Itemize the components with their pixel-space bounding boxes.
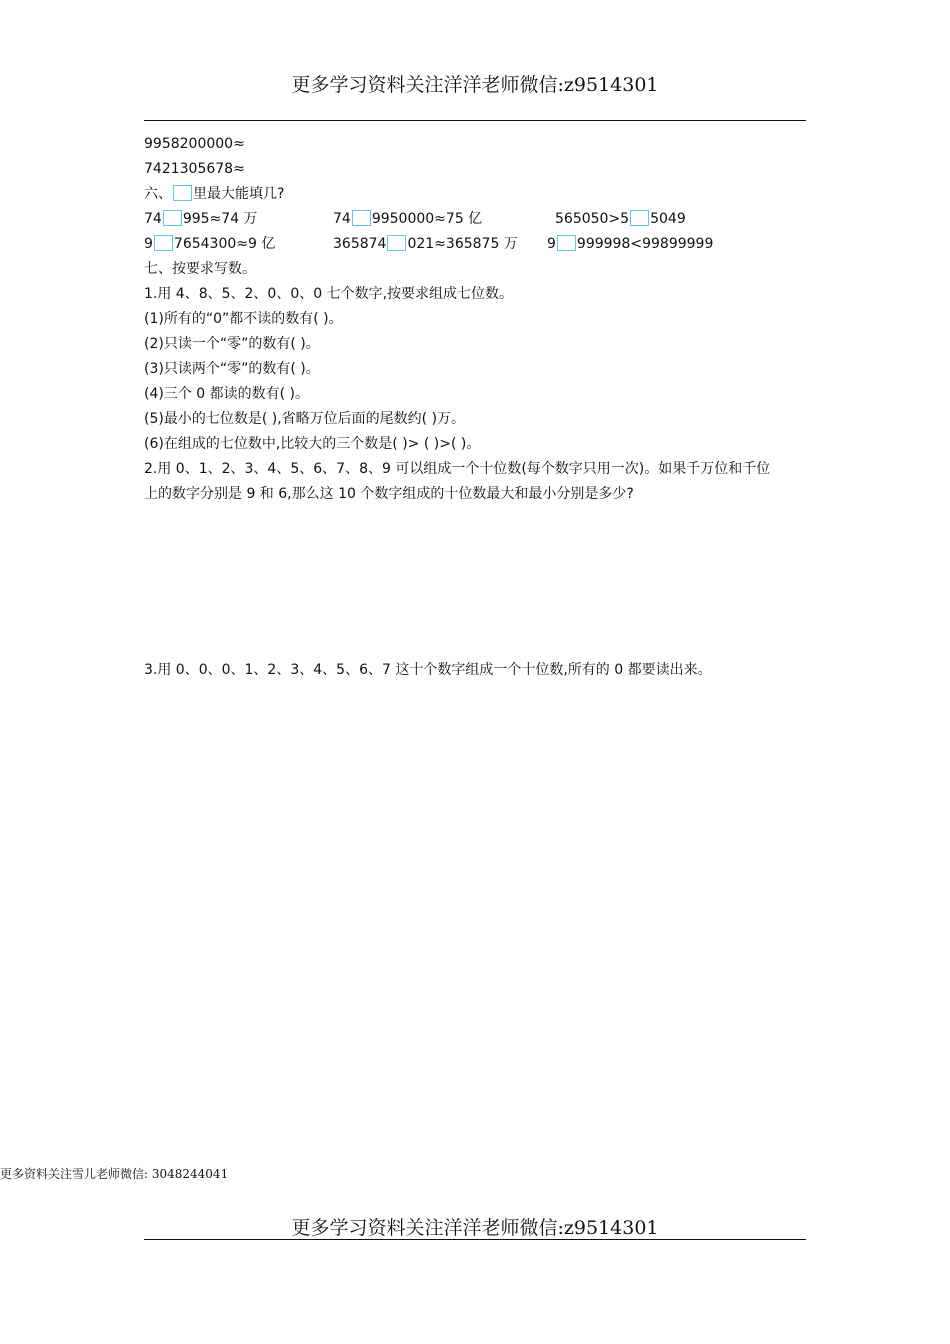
answer-box[interactable] <box>352 210 371 226</box>
question-1-item: (1)所有的“0”都不读的数有( )。 <box>144 311 343 327</box>
question-1-item: (3)只读两个“零”的数有( )。 <box>144 361 320 377</box>
approx-line-1: 9958200000≈ <box>144 136 245 152</box>
section-6-title <box>144 184 284 204</box>
fill-item: 9 999998<99899999 <box>547 236 714 252</box>
section-6-row-1 <box>144 209 806 229</box>
question-2-line-2: 上的数字分别是 9 和 6,那么这 10 个数字组成的十位数最大和最小分别是多少? <box>144 486 634 502</box>
question-2-line-1: 2.用 0、1、2、3、4、5、6、7、8、9 可以组成一个十位数(每个数字只用一次)。如果千万位和千位 <box>144 461 771 477</box>
question-1-item: (6)在组成的七位数中,比较大的三个数是( )> ( )>( )。 <box>144 436 481 452</box>
answer-box[interactable] <box>173 185 192 201</box>
section-6-suffix: 里最大能填几? <box>193 186 285 202</box>
approx-line-2: 7421305678≈ <box>144 161 245 177</box>
question-1-item: (4)三个 0 都读的数有( )。 <box>144 386 310 402</box>
question-1-item: (5)最小的七位数是( ),省略万位后面的尾数约( )万。 <box>144 411 466 427</box>
section-7-title: 七、按要求写数。 <box>144 261 256 277</box>
answer-box[interactable] <box>154 235 173 251</box>
section-6-prefix: 六、 <box>144 186 172 202</box>
question-1: 1.用 4、8、5、2、0、0、0 七个数字,按要求组成七位数。 <box>144 286 514 302</box>
fill-item: 74 9950000≈75 亿 <box>333 211 483 227</box>
fill-item: 74 995≈74 万 <box>144 211 258 227</box>
footer-rule <box>144 1239 806 1240</box>
fill-item: 9 7654300≈9 亿 <box>144 236 276 252</box>
fill-item: 365874 021≈365875 万 <box>333 236 518 252</box>
question-3: 3.用 0、0、0、1、2、3、4、5、6、7 这十个数字组成一个十位数,所有的 0 都要读出来。 <box>144 662 712 678</box>
fill-item: 565050>5 5049 <box>555 211 686 227</box>
side-note: 更多资料关注雪儿老师微信: 3048244041 <box>0 1167 229 1181</box>
question-1-item: (2)只读一个“零”的数有( )。 <box>144 336 320 352</box>
header-rule <box>144 120 806 121</box>
page-header: 更多学习资料关注洋洋老师微信:z9514301 <box>291 74 659 96</box>
answer-box[interactable] <box>630 210 649 226</box>
answer-box[interactable] <box>387 235 406 251</box>
section-6-row-2 <box>144 234 806 254</box>
answer-box[interactable] <box>163 210 182 226</box>
answer-box[interactable] <box>557 235 576 251</box>
page-footer: 更多学习资料关注洋洋老师微信:z9514301 <box>291 1217 659 1239</box>
